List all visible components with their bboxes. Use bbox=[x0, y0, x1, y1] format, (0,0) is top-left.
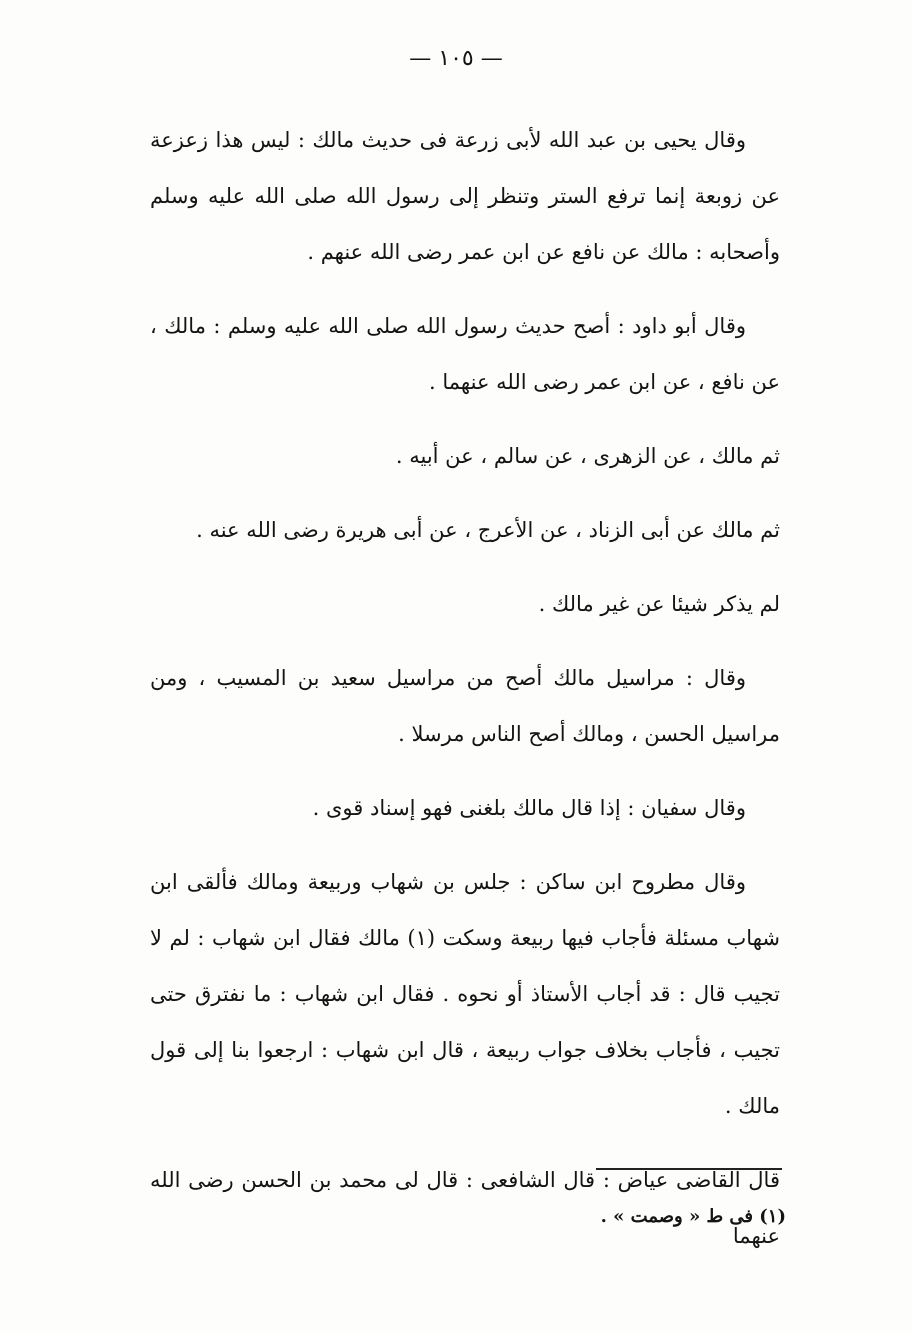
paragraph-marasil: وقال : مراسيل مالك أصح من مراسيل سعيد بن المسيب ، ومن مراسيل الحسن ، ومالك أصح الناس مرسلا . bbox=[150, 666, 780, 746]
paragraph-sufyan: وقال سفيان : إذا قال مالك بلغنى فهو إسناد قوى . bbox=[312, 796, 746, 820]
paragraph-abu-dawud: وقال أبو داود : أصح حديث رسول الله صلى الله عليه وسلم : مالك ، عن نافع ، عن ابن عمر رضى الله عنهما . bbox=[150, 314, 780, 394]
body-text bbox=[150, 112, 780, 1282]
paragraph-matruh: وقال مطروح ابن ساكن : جلس بن شهاب وربيعة ومالك فألقى ابن شهاب مسئلة فأجاب فيها ربيعة وسكت (١) مالك فقال ابن شهاب : لم لا تجيب قال : قد أجاب الأستاذ أو نحوه . فقال ابن شهاب : ما نفترق حتى تجيب ، فأجاب بخلاف جواب ربيعة ، قال ابن شهاب : ارجعوا بنا إلى قول مالك . bbox=[150, 870, 780, 1118]
paragraph-qadi-iyad: قال القاضى عياض : قال الشافعى : قال لى محمد بن الحسن رضى الله عنهما bbox=[150, 1168, 780, 1248]
paragraph-yahya: وقال يحيى بن عبد الله لأبى زرعة فى حديث مالك : ليس هذا زعزعة عن زوبعة إنما ترفع الستر وتنظر إلى رسول الله صلى الله عليه وسلم وأصحابه : مالك عن نافع عن ابن عمر رضى الله عنهم . bbox=[150, 128, 780, 264]
footnote-divider bbox=[596, 1168, 782, 1170]
page-number: — ١٠٥ — bbox=[409, 46, 503, 71]
paragraph-abu-zinad: ثم مالك عن أبى الزناد ، عن الأعرج ، عن أبى هريرة رضى الله عنه . bbox=[196, 518, 780, 542]
paragraph-zuhri: ثم مالك ، عن الزهرى ، عن سالم ، عن أبيه . bbox=[395, 444, 780, 468]
paragraph-no-mention: لم يذكر شيئا عن غير مالك . bbox=[538, 592, 780, 616]
footnote: (١) فى ط « وصمت » . bbox=[600, 1206, 786, 1227]
